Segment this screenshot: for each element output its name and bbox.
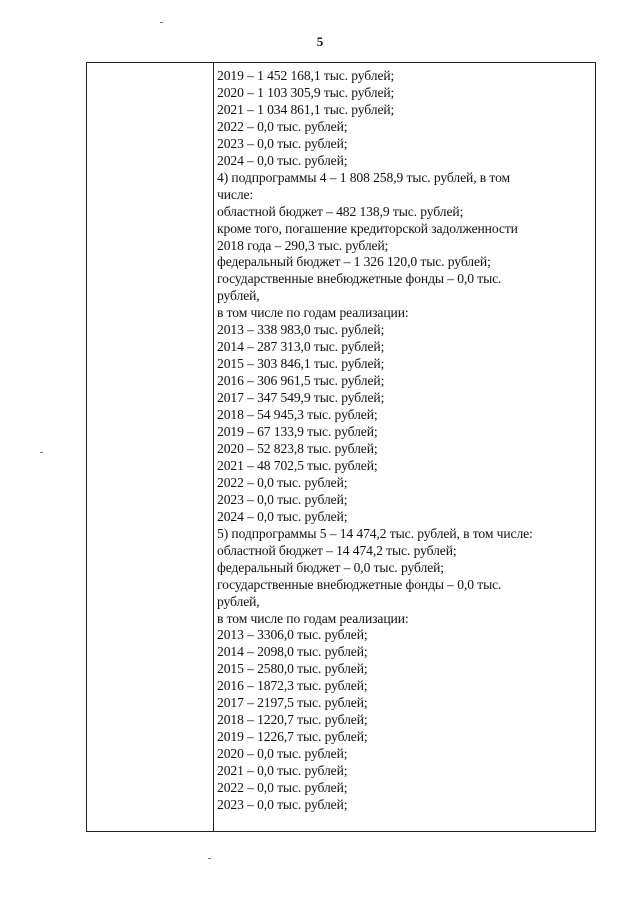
text-line: областной бюджет – 14 474,2 тыс. рублей; — [217, 542, 457, 558]
text-line: в том числе по годам реализации: — [217, 610, 409, 626]
scan-speck — [160, 22, 163, 23]
scan-speck — [208, 858, 211, 859]
text-line: 2022 – 0,0 тыс. рублей; — [217, 780, 348, 796]
text-line: 2016 – 1872,3 тыс. рублей; — [217, 678, 368, 694]
text-line: 2019 – 1 452 168,1 тыс. рублей; — [217, 68, 395, 83]
text-line: 2024 – 0,0 тыс. рублей; — [217, 508, 348, 524]
text-line: федеральный бюджет – 0,0 тыс. рублей; — [217, 559, 444, 575]
text-line: 2013 – 338 983,0 тыс. рублей; — [217, 322, 385, 338]
text-line: 5) подпрограммы 5 – 14 474,2 тыс. рублей, в том числе: — [217, 525, 533, 541]
text-line: 2022 – 0,0 тыс. рублей; — [217, 118, 348, 134]
text-line: рублей, — [217, 593, 260, 609]
table-left-column — [87, 63, 214, 831]
text-line: 2023 – 0,0 тыс. рублей; — [217, 796, 348, 812]
text-line: 2022 – 0,0 тыс. рублей; — [217, 474, 348, 490]
text-line: 2019 – 67 133,9 тыс. рублей; — [217, 424, 378, 440]
text-line: 2020 – 1 103 305,9 тыс. рублей; — [217, 84, 395, 100]
text-line: 2014 – 2098,0 тыс. рублей; — [217, 644, 368, 660]
text-line: 2013 – 3306,0 тыс. рублей; — [217, 627, 368, 643]
page-number: 5 — [316, 34, 324, 49]
text-line: 2019 – 1226,7 тыс. рублей; — [217, 729, 368, 745]
text-line: 2015 – 2580,0 тыс. рублей; — [217, 661, 368, 677]
scan-speck — [40, 452, 43, 453]
text-line: государственные внебюджетные фонды – 0,0 тыс. — [217, 576, 502, 592]
text-line: 2018 – 1220,7 тыс. рублей; — [217, 712, 368, 728]
text-line: 2024 – 0,0 тыс. рублей; — [217, 152, 348, 168]
text-line: 2017 – 347 549,9 тыс. рублей; — [217, 390, 385, 406]
text-line: областной бюджет – 482 138,9 тыс. рублей; — [217, 203, 464, 219]
text-line: 2020 – 52 823,8 тыс. рублей; — [217, 440, 378, 456]
text-line: 2018 – 54 945,3 тыс. рублей; — [217, 407, 378, 423]
text-line: 2014 – 287 313,0 тыс. рублей; — [217, 339, 385, 355]
text-line: рублей, — [217, 288, 260, 304]
text-line: 2021 – 1 034 861,1 тыс. рублей; — [217, 101, 395, 117]
text-line: в том числе по годам реализации: — [217, 305, 409, 321]
text-line: государственные внебюджетные фонды – 0,0 тыс. — [217, 271, 502, 287]
text-line: 2023 – 0,0 тыс. рублей; — [217, 135, 348, 151]
text-line: 2015 – 303 846,1 тыс. рублей; — [217, 356, 385, 372]
table-right-column — [214, 63, 595, 831]
text-line: 2017 – 2197,5 тыс. рублей; — [217, 695, 368, 711]
text-line: 2020 – 0,0 тыс. рублей; — [217, 746, 348, 762]
text-line: 2018 года – 290,3 тыс. рублей; — [217, 237, 389, 253]
text-line: кроме того, погашение кредиторской задолженности — [217, 220, 518, 236]
text-line: 2016 – 306 961,5 тыс. рублей; — [217, 373, 385, 389]
text-line: федеральный бюджет – 1 326 120,0 тыс. рублей; — [217, 254, 491, 270]
text-line: 2023 – 0,0 тыс. рублей; — [217, 491, 348, 507]
document-table — [86, 62, 596, 832]
text-line: 2021 – 0,0 тыс. рублей; — [217, 763, 348, 779]
text-line: числе: — [217, 186, 254, 202]
text-line: 2021 – 48 702,5 тыс. рублей; — [217, 457, 378, 473]
text-line: 4) подпрограммы 4 – 1 808 258,9 тыс. рублей, в том — [217, 169, 511, 185]
